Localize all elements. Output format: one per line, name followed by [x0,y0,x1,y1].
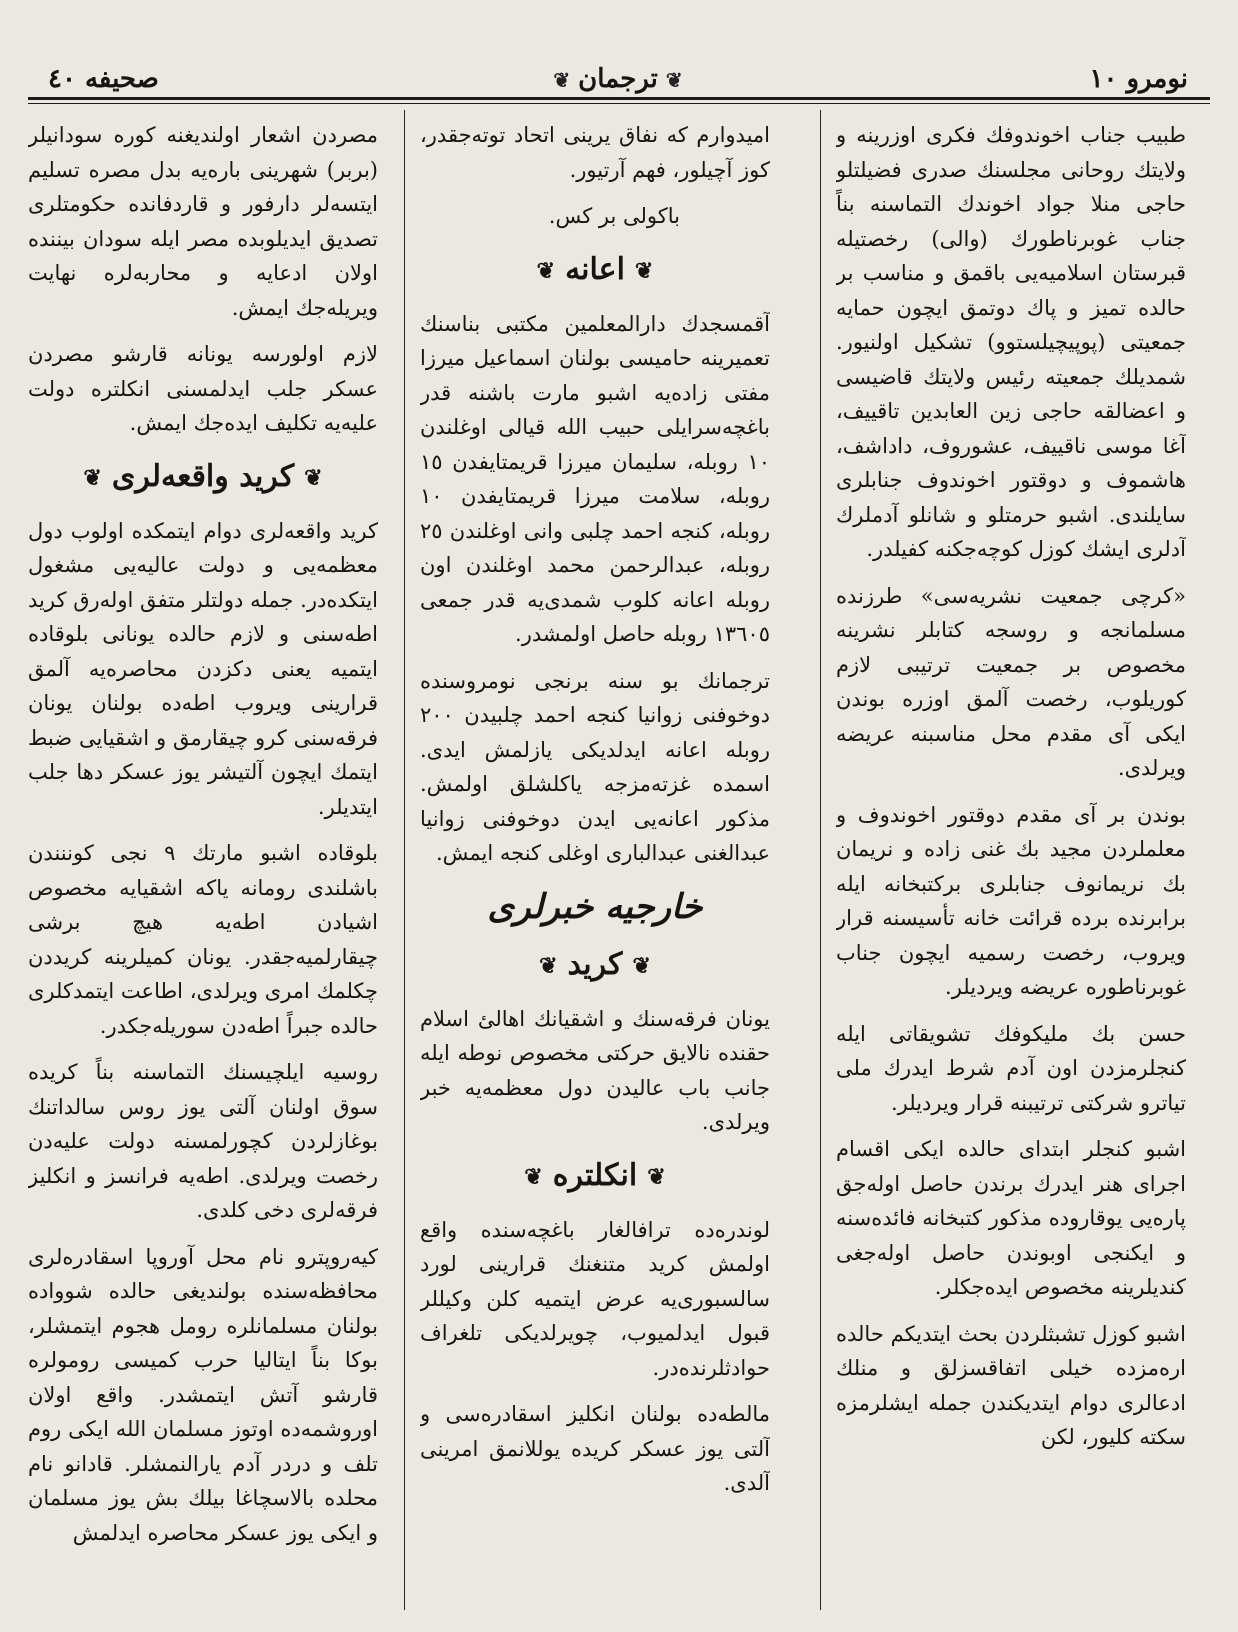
section-heading-crete: ❦كريد❦ [420,943,770,988]
paragraph: بلوقاده اشبو مارتك ٩ نجى كوننندن باشلندى رومانه ياكه اشقيايه مخصوص اشيادن اطه‌يه هيچ برشى چيقارلميه‌جقدر. يونان كميلرينه كريددن چكلمك امرى ويرلدى، اطاعت ايتمدكلرى حالده جبراً اطه‌دن سوريله‌جكدر. [28,841,378,1038]
ornament-icon: ❦ [634,257,654,284]
paragraph: كيه‌روپترو نام محل آوروپا اسقادره‌لرى محافظه‌سنده بولنديغى حالده شوواده بولنان مسلمانلره رومل هجوم ايتمشلر، بوكا بناً ايتاليا حرب كميسى رومولره قارشو آتش ايتمشدر. واقع اولان اوروشمه‌ده اوتوز مسلمان الله ايكى روم تلف و دردر آدم يارالنمشلر. قادانو نام محلده بالاسچاغا بيلك بش يوز مسلمان و ايكى يوز عسكر محاصره ايدلمش [28,1244,378,1545]
ornament-icon: ❦ [553,68,571,92]
signature: باكولى بر كس. [548,204,680,228]
page-header [28,60,1208,100]
paragraph: لوندره‌ده ترافالغار باغچه‌سنده واقع اولمش كريد متنغنك قرارينى لورد سالسبورى‌يه عرض ايتميه كلن وكيللر قبول ايدلميوب، چويرلديكى تلغراف حوادثلرنده‌در. [420,1217,770,1380]
masthead [28,64,1208,94]
ornament-icon: ❦ [632,952,651,979]
ornament-icon: ❦ [665,68,683,92]
paragraph: يونان فرقه‌سنك و اشقيانك اهالئ اسلام حقنده نالايق حركتى مخصوص نوطه ايله جانب باب عاليدن دول معظمه‌يه خبر ويرلدى. [420,1006,770,1134]
paragraph: لازم اولورسه يونانه قارشو مصردن عسكر جلب ايدلمسنى انكلتره دولت عليه‌يه تكليف ايده‌جك ايمش. [28,342,378,435]
column-middle [420,118,770,1618]
issue-number: نومرو ١٠ [1089,64,1188,94]
header-rule-thin [28,103,1210,104]
paragraph: اشبو كوزل تشبثلردن بحث ايتديكم حالده اره‌مزده خيلى اتفاقسزلق و منلك ادعالرى دوام ايتديكندن جمله ايشلرمزه سكته كليور، لكن [836,1321,1186,1449]
ornament-icon: ❦ [83,464,102,491]
paragraph: ترجمانك بو سنه برنجى نومروسنده دوخوفنى زوانيا كنجه احمد چلبيدن ٢٠٠ روبله اعانه ايدلديكى يازلمش ايدى. اسمده غزته‌مزجه ياكلشلق اولمش. مذكور اعانه‌يى ايدن دوخوفنى زوانيا عبدالغنى عبدالبارى اوغلى كنجه ايمش. [420,668,770,865]
paragraph: روسيه ايلچيسنك التماسنه بناً كريده سوق اولنان آلتى يوز روس سالداتنك بوغازلردن كچورلمسنه دولت عليه‌دن رخصت ويرلدى. اطه‌يه فرانسز و انكليز فرقه‌لرى دخى كلدى. [28,1060,378,1222]
column-divider [820,110,821,1610]
paragraph: مالطه‌ده بولنان انكليز اسقادره‌سى و آلتى يوز عسكر كريده يوللانمق امرينى آلدى. [420,1402,770,1495]
paragraph: اميدوارم كه نفاق يرينى اتحاد توته‌جقدر، كوز آچيلور، فهم آرتيور. [420,123,770,182]
ornament-icon: ❦ [647,1163,666,1190]
paragraph: «كرچى جمعيت نشريه‌سى» طرزنده مسلمانجه و روسجه كتابلر نشرينه مخصوص بر جمعيت ترتيبى لازم كوريلوب، رخصت آلمق اوزره بوندن ايكى آى مقدم محل مناسبنه عريضه ويرلدى. [836,583,1186,780]
paragraph: كريد واقعه‌لرى دوام ايتمكده اولوب دول معظمه‌يى و دولت عاليه‌يى مشغول ايتكده‌در. جمله دولتلر متفق اوله‌رق كريد اطه‌سنى و لازم حالده يونانى بلوقاده ايتميه يعنى دكزدن محاصره‌يه آلمق قرارينى ويروب اطه‌ده بولنان يونان فرقه‌سنى كرو چيقارمق و اشقيايى ضبط ايتمك ايچون آلتيشر يوز عسكر دها جلب ايتديلر. [28,518,378,819]
ornament-icon: ❦ [304,464,323,491]
paragraph: مصردن اشعار اولنديغنه كوره سودانيلر (بربر) شهرينى باره‌يه بدل مصره تسليم ايتسه‌لر دارفور و قاردفانده حكومتلرى تصديق ايديلوبده مصر ايله سودان بيننده اولان ادعايه و محاربه‌لره نهايت ويريله‌جك ايمش. [28,123,378,320]
section-heading-aid: ❦اعانه❦ [420,248,770,293]
column-left [28,118,378,1618]
paragraph: بوندن بر آى مقدم دوقتور اخوندوف و معلملردن مجيد بك غنى زاده و نريمان بك نريمانوف جنابلرى بركتبخانه ايله برابرنده برده قرائت خانه تأسيسنه قرار ويروب، رخصت رسميه ايچون جناب غوبرناطوره عريضه ويرديلر. [836,802,1186,999]
section-heading-england: ❦انكلتره❦ [420,1154,770,1199]
newspaper-title: ترجمان [578,64,658,94]
ornament-icon: ❦ [524,1163,543,1190]
paragraph: حسن بك مليكوفك تشويقاتى ايله كنجلرمزدن اون آدم شرط ايدرك ملى تياترو شركتى ترتيبنه قرار ويرديلر. [836,1021,1186,1115]
paragraph: اشبو كنجلر ابتداى حالده ايكى اقسام اجراى هنر ايدرك برندن حاصل اوله‌جق پاره‌يى يوقاروده مذكور كتبخانه فائده‌سنه و ايكنجى اوبوندن حاصل اوله‌جغى كنديلرينه مخصوص ايده‌جكلر. [836,1137,1186,1299]
ornament-icon: ❦ [539,952,558,979]
page-number: صحیفه ٤٠ [48,64,159,94]
paragraph: طبيب جناب اخوندوفك فكرى اوزرينه و ولايتك روحانى مجلسنك صدرى فضيلتلو حاجى منلا جواد اخوندك التماسنه بناً جناب غوبرناطورك (والى) رخصتيله قبرستان اسلاميه‌يى باقمق و مناسب بر حالده تميز و پاك دوتمق ايچون حمايه جمعيتى (پوپيچيلستوو) تشكيل اولنيور. شمديلك جمعيته رئيس ولايتك قاضيسى و اعضالقه حاجى زين العابدين تاقييف، آغا موسى ناقييف، عشوروف، داداشف، هاشموف و دوقتور اخوندوف جنابلرى سايلندى. اشبو حرمتلو و شانلو آدملرك آدلرى ايشك كوزل كوچه‌جكنه كفيلدر. [836,123,1186,561]
header-rule [28,97,1210,100]
paragraph: آقمسجدك دارالمعلمين مكتبى بناسنك تعميرينه حاميسى بولنان اسماعيل ميرزا مفتى زاده‌يه اشبو مارت باشنه قدر باغچه‌سرايلى حبيب الله قيالى اوغلندن ١٠ روبله، سليمان ميرزا قريمتايفدن ١٥ روبله، سلامت ميرزا قريمتايفدن ١٠ روبله، كنجه احمد چلبى وانى اوغلندن ٢٥ روبله، عبدالرحمن محمد اوغلندن اون روبله اعانه كلوب شمدى‌يه قدر جمعى ١٣٦٠٥ روبله حاصل اولمشدر. [420,311,770,646]
section-heading-foreign-news: خارجيه خبرلرى [487,886,703,927]
section-heading-crete-events: ❦كريد واقعه‌لرى❦ [28,455,378,500]
column-divider [404,110,405,1610]
column-right [836,118,1186,1618]
ornament-icon: ❦ [536,257,556,284]
